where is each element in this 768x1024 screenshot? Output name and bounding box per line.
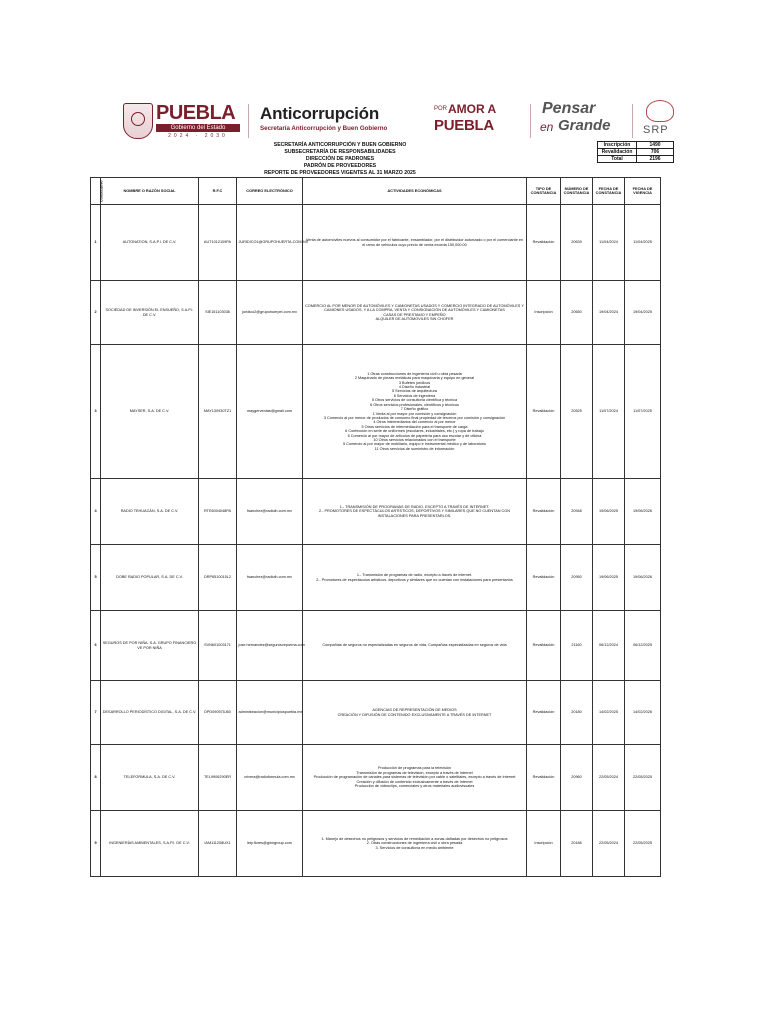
provider-email: maygerventas@gmail.com: [237, 345, 303, 479]
header-line: SECRETARÍA ANTICORRUPCIÓN Y BUEN GOBIERNO: [273, 142, 407, 148]
constancia-number: 20960: [561, 745, 593, 811]
logo-strip: [120, 100, 680, 142]
row-number: 5: [91, 545, 101, 611]
table-row: [91, 479, 661, 545]
column-header-label: Consecutivo: [99, 180, 104, 202]
constancia-number: 20525: [561, 345, 593, 479]
provider-email: jose.hernandez@segurosveporma.com: [237, 611, 303, 681]
provider-activities: 1.- Transmisión de programas de radio, excepto a través de internet. 2.- Promotores de espectáculos artísticos, deportivos y similares que no cuentan con instalaciones para presentarlos: [303, 545, 527, 611]
constancia-type: Inscripción: [527, 811, 561, 877]
provider-name: DOBE RADIO POPULAR, S.A. DE C.V.: [101, 545, 199, 611]
header-line: DIRECCIÓN DE PADRONES: [305, 156, 375, 163]
provider-rfc: SIE151103036: [199, 281, 237, 345]
header-line: SUBSECRETARÍA DE RESPONSABILIDADES: [284, 149, 396, 156]
provider-email: JURIDICO1@GRUPOHUERTA.COM.MX: [237, 205, 303, 281]
provider-activities: AGENCIAS DE REPRESENTACIÓN DE MEDIOS CREACIÓN Y DIFUSIÓN DE CONTENIDO EXCLUSIVAMENTE A TRAVÉS DE INTERNET: [303, 681, 527, 745]
pensar-logo-en: en: [540, 120, 554, 134]
provider-rfc: IAM111208UX1: [199, 811, 237, 877]
vigencia-date: 14/02/2026: [625, 681, 661, 745]
provider-name: RADIO TEHUACÁN, S.A. DE C.V.: [101, 479, 199, 545]
summary-row: [598, 142, 674, 149]
provider-rfc: TEL9906290ER: [199, 745, 237, 811]
constancia-type: Revalidación: [527, 611, 561, 681]
puebla-logo: [120, 100, 240, 142]
table-row: [91, 545, 661, 611]
column-header-date: FECHA DE CONSTANCIA: [593, 178, 625, 205]
provider-rfc: MAY130930TZ1: [199, 345, 237, 479]
report-header: [180, 142, 500, 177]
row-number: 2: [91, 281, 101, 345]
constancia-number: 20639: [561, 205, 593, 281]
constancia-type: Revalidación: [527, 545, 561, 611]
provider-name: SOCIEDAD DE INVERSIÓN EL ENSUEÑO, S.A.P.I. DE C.V.: [101, 281, 199, 345]
column-header-number: NÚMERO DE CONSTANCIA: [561, 178, 593, 205]
provider-name: TELEFORMULA, S.A. DE C.V.: [101, 745, 199, 811]
table-header-row: [91, 178, 661, 205]
summary-label: Inscripción: [598, 142, 637, 149]
provider-name: AUTONATION, S.A.P.I. DE C.V.: [101, 205, 199, 281]
constancia-number: 20948: [561, 479, 593, 545]
provider-activities: Compañías de seguros no especializadas en seguros de vida, Compañías especializadas en seguros de vida: [303, 611, 527, 681]
srp-logo: [640, 100, 680, 142]
vigencia-date: 19/06/2026: [625, 479, 661, 545]
logo-divider: [248, 104, 249, 138]
provider-name: INGENIERÍAS AMBIENTALES, S.A.P.I. DE C.V.: [101, 811, 199, 877]
constancia-date: 06/12/2024: [593, 611, 625, 681]
table-row: [91, 681, 661, 745]
provider-rfc: SVN601003171: [199, 611, 237, 681]
column-header-consecutivo: [91, 178, 104, 205]
provider-rfc: RTE6004048PA: [199, 479, 237, 545]
srp-emblem-icon: [646, 100, 674, 122]
provider-activities: 1.- TRANSMISIÓN DE PROGRAMAS DE RADIO, EXCEPTO A TRAVÉS DE INTERNET. 2.- PROMOTORES DE ESPECTÁCULOS ARTÍSTICOS, DEPORTIVOS Y SIMILARES QUE NO CUENTAN CON INSTALACIONES PARA PRESENTARLOS.: [303, 479, 527, 545]
row-number: 8: [91, 745, 101, 811]
constancia-type: Revalidación: [527, 479, 561, 545]
pensar-logo-grande: Grande: [558, 117, 611, 134]
constancia-number: 20180: [561, 681, 593, 745]
provider-name: MAYSER, S.A. DE C.V.: [101, 345, 199, 479]
provider-email: fsanchez@radioih.com.mx: [237, 479, 303, 545]
provider-activities: Venta de automóviles nuevos al consumidor por el fabricante, ensamblador, por el distribuidor autorizado o por el comerciante en el ramo de vehículos cuyo precio de venta exceda 150,000.00: [303, 205, 527, 281]
table-row: [91, 281, 661, 345]
column-header-rfc: R.F.C: [199, 178, 237, 205]
table-row: [91, 745, 661, 811]
provider-rfc: DPD090575J60: [199, 681, 237, 745]
anticorrupcion-subtitle: Secretaría Anticorrupción y Buen Gobierno: [260, 125, 388, 132]
constancia-date: 14/02/2025: [593, 681, 625, 745]
vigencia-date: 19/06/2026: [625, 545, 661, 611]
provider-rfc: DRP6510015L2: [199, 545, 237, 611]
column-header-validity: FECHA DE VIGENCIA: [625, 178, 661, 205]
vigencia-date: 11/04/2025: [625, 205, 661, 281]
table-row: [91, 611, 661, 681]
summary-label: Total: [598, 156, 637, 163]
row-number: 6: [91, 611, 101, 681]
pensar-en-grande-logo: [538, 100, 623, 142]
logo-divider: [530, 104, 531, 138]
constancia-date: 22/05/2024: [593, 745, 625, 811]
column-header-type: TIPO DE CONSTANCIA: [527, 178, 561, 205]
summary-table: [597, 141, 674, 163]
constancia-number: 20186: [561, 811, 593, 877]
constancia-date: 22/05/2024: [593, 811, 625, 877]
vigencia-date: 22/05/2025: [625, 745, 661, 811]
summary-value: 2196: [637, 156, 674, 163]
anticorrupcion-word: Anticorrupción: [260, 104, 380, 123]
amor-logo-puebla: PUEBLA: [434, 117, 494, 134]
report-title: REPORTE DE PROVEEDORES VIGENTES AL 31 MARZO 2025: [264, 170, 416, 177]
summary-row: [598, 149, 674, 156]
provider-email: administracion@municipiospuebla.mx: [237, 681, 303, 745]
provider-activities: 1 Otras construcciones de ingeniería civil u obra pesada 2 Maquinado de piezas metálicas para maquinaria y equipo en general 3 Bufetes jurídicos 4 Diseño industrial 5 Servicios de arquitectura 6 Servicios de ingeniería 5 Otros servicios de consultoría científica y técnica 6 Otros servicios profesionales, científicos y técnicos 7 Diseño gráfico 1 Venta al por mayor por comisión y consignación 3 Comercio al por menor de productos de consumo final propiedad de terceros por comisión y consignación 4 Otros intermediarios del comercio al por menor 5 Otros servicios de intermediación para el transporte de carga 6 Confección en serie de uniformes (escolares, industriales, etc.) y ropa de trabajo 5 Comercio al por mayor de artículos de papelería para uso escolar y de oficina 10 Otros servicios relacionados con el transporte 5 Comercio al por mayor de mobiliario, equipo e instrumental médico y de laboratorio 11 Otros servicios de suministro de información: [303, 345, 527, 479]
puebla-logo-subtitle: Gobierno del Estado: [156, 124, 240, 132]
constancia-number: 20650: [561, 281, 593, 345]
constancia-date: 19/06/2025: [593, 479, 625, 545]
provider-email: fsanchez@radioih.com.mx: [237, 545, 303, 611]
puebla-logo-word: PUEBLA: [156, 102, 236, 124]
vigencia-date: 06/12/2025: [625, 611, 661, 681]
provider-name: DESARROLLO PERIODÍSTICO DIGITAL, S.A. DE C.V.: [101, 681, 199, 745]
constancia-date: 19/06/2025: [593, 545, 625, 611]
pensar-logo-pensar: Pensar: [542, 100, 596, 117]
header-line: PADRÓN DE PROVEEDORES: [303, 163, 377, 170]
constancia-type: Revalidación: [527, 681, 561, 745]
column-header-activities: ACTIVIDADES ECONÓMICAS: [303, 178, 527, 205]
vigencia-date: 19/04/2025: [625, 281, 661, 345]
srp-logo-text: SRP: [643, 124, 669, 136]
row-number: 9: [91, 811, 101, 877]
summary-value: 706: [637, 149, 674, 156]
providers-table: [90, 177, 661, 877]
logo-divider: [632, 104, 633, 138]
table-row: [91, 811, 661, 877]
summary-row: [598, 156, 674, 163]
constancia-type: Revalidación: [527, 745, 561, 811]
constancia-type: Revalidación: [527, 205, 561, 281]
constancia-type: Revalidación: [527, 345, 561, 479]
provider-name: SEGUROS DE POR NIÑA, S.A. GRUPO FINANCIERO VE POR NIÑA: [101, 611, 199, 681]
table-row: [91, 345, 661, 479]
summary-value: 1490: [637, 142, 674, 149]
provider-activities: COMERCIO AL POR MENOR DE AUTOMÓVILES Y CAMIONETAS USADOS Y COMERCIO INTEGRADO DE AUTOMÓVILES Y CAMIONES USADOS, Y A LA COMPRA, VENTA Y CONSIGNACIÓN DE AUTOMÓVILES Y CAMIONETAS CASAS DE PRESTAMO Y EMPEÑO ALQUILER DE AUTOMOVILES SIN CHOFER: [303, 281, 527, 345]
coat-of-arms-icon: [123, 103, 153, 139]
vigencia-date: 22/05/2025: [625, 811, 661, 877]
row-number: 4: [91, 479, 101, 545]
amor-logo-por: POR: [434, 106, 448, 112]
constancia-type: Inscripción: [527, 281, 561, 345]
vigencia-date: 11/07/2025: [625, 345, 661, 479]
amor-logo-amor: AMOR A: [448, 102, 497, 116]
summary-label: Revalidación: [598, 149, 637, 156]
provider-activities: Producción de programas para la televisión Transmisión de programas de televisión, excepto a través de Internet Producción de programación de canales para sistemas de televisión por cable o satelitales, excepto a través de Internet Creación y difusión de contenido exclusivamente a través de Internet Producción de videoclips, comerciales y otros materiales audiovisuales: [303, 745, 527, 811]
anticorrupcion-logo: [260, 100, 420, 142]
row-number: 7: [91, 681, 101, 745]
constancia-date: 11/04/2024: [593, 205, 625, 281]
provider-email: lety.flores@ginngroup.com: [237, 811, 303, 877]
constancia-date: 11/07/2024: [593, 345, 625, 479]
provider-email: juridico2@grupohuerpel.com.mx: [237, 281, 303, 345]
column-header-email: CORREO ELECTRÓNICO: [237, 178, 303, 205]
constancia-number: 21160: [561, 611, 593, 681]
row-number: 1: [91, 205, 101, 281]
table-row: [91, 205, 661, 281]
amor-a-puebla-logo: [432, 100, 527, 142]
row-number: 3: [91, 345, 101, 479]
provider-activities: 1. Manejo de desechos no peligrosos y servicios de remediación a zonas dañadas por desechos no peligrosos 2. Otras construcciones de ingeniería civil u obra pesada 3. Servicios de consultoría en medio ambiente: [303, 811, 527, 877]
puebla-logo-years: 2024 · 2030: [168, 133, 228, 139]
provider-rfc: AUT1012109PA: [199, 205, 237, 281]
column-header-name: NOMBRE O RAZÓN SOCIAL: [101, 178, 199, 205]
provider-email: crivera@radioformula.com.mx: [237, 745, 303, 811]
constancia-date: 19/04/2024: [593, 281, 625, 345]
constancia-number: 20950: [561, 545, 593, 611]
